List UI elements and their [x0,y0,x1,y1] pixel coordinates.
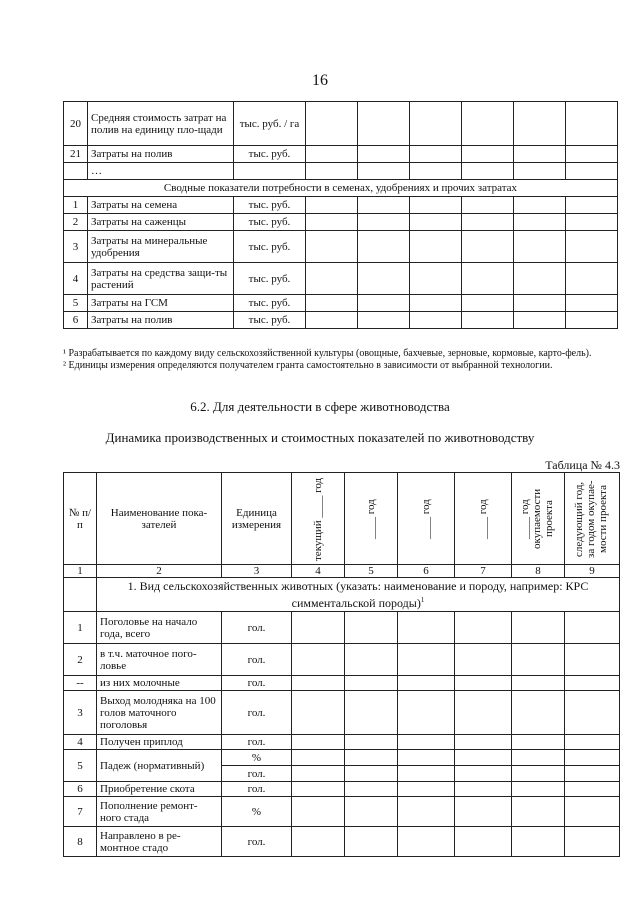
row-name: из них молочные [97,676,222,691]
row-name: Падеж (нормативный) [97,750,222,782]
table-row [64,782,620,797]
row-name: Затраты на полив [88,312,234,329]
table-row [64,231,618,263]
row-number: 1 [64,197,88,214]
group-title-text: 1. Вид сельскохозяйственных животных (указать: наименование и породу, например: КРС симментальской породы) [127,579,589,610]
row-number: 5 [64,295,88,312]
row-number: 1 [64,612,97,644]
row-name: Затраты на средства защи-ты растений [88,263,234,295]
col-number: 5 [345,565,398,578]
col-number: 2 [97,565,222,578]
table-row [64,214,618,231]
table-row [64,644,620,676]
col-number: 9 [565,565,620,578]
row-number: 7 [64,797,97,827]
row-name: Пополнение ремонт-ного стада [97,797,222,827]
row-name: в т.ч. маточное пого-ловье [97,644,222,676]
table-row [64,312,618,329]
section-title: 6.2. Для деятельности в сфере животноводства [190,399,450,414]
row-name: Затраты на саженцы [88,214,234,231]
row-name: … [88,163,234,180]
row-unit: тыс. руб. [234,231,306,263]
row-name: Направлено в ре-монтное стадо [97,827,222,857]
header-col5: ____ год [365,498,377,539]
header-num: № п/п [64,473,97,565]
row-number: 3 [64,691,97,735]
row-unit: гол. [222,766,292,782]
table-row [64,263,618,295]
col-number: 4 [292,565,345,578]
column-number-row [64,565,620,578]
table-row [64,750,620,766]
row-name: Затраты на ГСМ [88,295,234,312]
table-row [64,146,618,163]
footnote-1: ¹ Разрабатывается по каждому виду сельскохозяйственной культуры (овощные, бахчевые, зерновые, кормовые, карто-фель). [63,348,592,359]
col-number: 6 [398,565,455,578]
table-row [64,735,620,750]
row-number: 6 [64,782,97,797]
header-name: Наименование пока-зателей [97,473,222,565]
livestock-table [63,472,620,857]
row-number: 21 [64,146,88,163]
col-number: 3 [222,565,292,578]
row-number: 5 [64,750,97,782]
header-unit: Единица измерения [222,473,292,565]
group-title [97,578,620,612]
table-row [64,197,618,214]
footnotes [63,348,619,372]
table-row [64,827,620,857]
col-number: 1 [64,565,97,578]
row-unit: гол. [222,691,292,735]
row-unit: тыс. руб. [234,197,306,214]
group-footnote-ref: 1 [420,596,425,604]
table-header-row [64,473,620,565]
col-number: 8 [512,565,565,578]
row-number: 6 [64,312,88,329]
row-name: Поголовье на начало года, всего [97,612,222,644]
row-unit: гол. [222,644,292,676]
row-number: 4 [64,263,88,295]
row-unit: гол. [222,612,292,644]
table-row [64,676,620,691]
row-number: 3 [64,231,88,263]
table-row [64,295,618,312]
row-unit: тыс. руб. [234,146,306,163]
row-unit: гол. [222,782,292,797]
row-number: 20 [64,102,88,146]
row-number [64,163,88,180]
table-row [64,163,618,180]
row-unit: тыс. руб. [234,312,306,329]
row-name: Затраты на полив [88,146,234,163]
table-label: Таблица № 4.3 [545,458,620,472]
row-name: Выход молодняка на 100 голов маточного поголовья [97,691,222,735]
table-row [64,797,620,827]
row-unit: тыс. руб. [234,263,306,295]
row-unit [234,163,306,180]
table-subtitle: Динамика производственных и стоимостных показателей по животноводству [105,430,535,445]
header-col6: ____ год [420,498,432,539]
table-row [64,691,620,735]
row-name: Затраты на минеральные удобрения [88,231,234,263]
row-number: -- [64,676,97,691]
header-col9: следующий год, за годом окупае-мости проекта [573,479,609,558]
row-number: 4 [64,735,97,750]
footnote-2: ² Единицы измерения определяются получателем гранта самостоятельно в зависимости от выбранной технологии. [63,360,553,371]
header-col4: текущий ____ год [312,476,324,561]
row-unit: % [222,797,292,827]
row-unit: гол. [222,827,292,857]
page-number: 16 [312,72,328,89]
row-unit: % [222,750,292,766]
row-unit: гол. [222,735,292,750]
row-name: Получен приплод [97,735,222,750]
row-unit: тыс. руб. [234,214,306,231]
row-name: Затраты на семена [88,197,234,214]
row-number: 2 [64,214,88,231]
row-unit: гол. [222,676,292,691]
summary-header: Сводные показатели потребности в семенах, удобрениях и прочих затратах [64,180,618,197]
header-col8: ____ год окупаемости проекта [519,488,555,549]
row-unit: тыс. руб. [234,295,306,312]
row-number: 2 [64,644,97,676]
row-name: Приобретение скота [97,782,222,797]
row-name: Средняя стоимость затрат на полив на единицу пло-щади [88,102,234,146]
table-row [64,612,620,644]
row-unit: тыс. руб. / га [234,102,306,146]
header-col7: ____ год [477,498,489,539]
crop-costs-table [63,101,618,329]
table-row [64,102,618,146]
col-number: 7 [455,565,512,578]
row-number: 8 [64,827,97,857]
